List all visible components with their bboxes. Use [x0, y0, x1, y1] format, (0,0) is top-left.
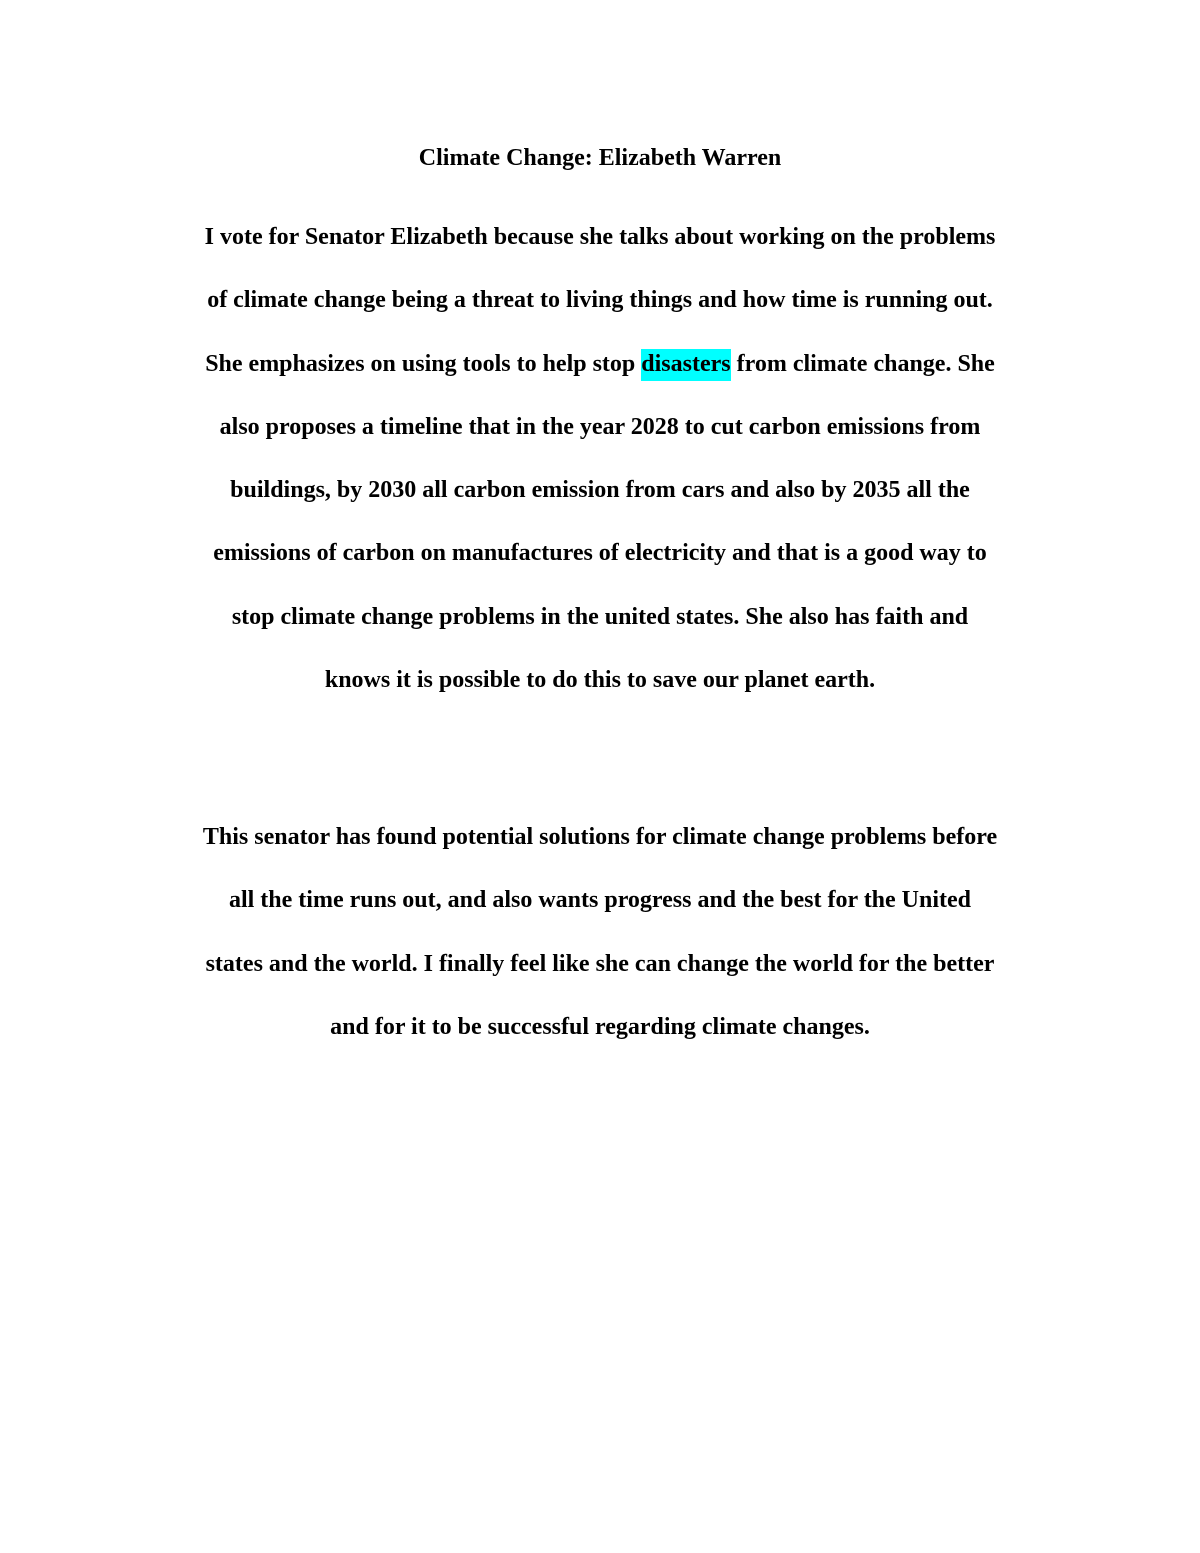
paragraph-2-line-4: and for it to be successful regarding climate changes. [330, 1013, 870, 1040]
document-title: Climate Change: Elizabeth Warren [418, 145, 782, 171]
paragraph-1-line-4: also proposes a timeline that in the year 2028 to cut carbon emissions from [219, 413, 981, 440]
line-3-text-before: She emphasizes on using tools to help stop [205, 350, 642, 377]
paragraph-1-line-6: emissions of carbon on manufactures of electricity and that is a good way to [213, 540, 987, 567]
paragraph-1-line-3 [130, 333, 1070, 396]
highlighted-word: disasters [641, 349, 730, 381]
paragraph-1 [130, 206, 1070, 712]
paragraph-2-line-2: all the time runs out, and also wants progress and the best for the United [228, 887, 972, 914]
paragraph-1-line-7: stop climate change problems in the united states. She also has faith and [231, 603, 969, 630]
paragraph-2-line-1: This senator has found potential solutions for climate change problems before [202, 824, 998, 850]
paragraph-2-line-3: states and the world. I finally feel like she can change the world for the better [205, 950, 995, 977]
paragraph-2 [130, 806, 1070, 1059]
line-3-text-after: from climate change. She [730, 350, 995, 377]
paragraph-1-line-2: of climate change being a threat to living things and how time is running out. [207, 287, 993, 314]
paragraph-1-line-1: I vote for Senator Elizabeth because she talks about working on the problems [204, 224, 996, 250]
paragraph-1-line-5: buildings, by 2030 all carbon emission from cars and also by 2035 all the [230, 477, 970, 504]
paragraph-1-line-8: knows it is possible to do this to save our planet earth. [324, 667, 876, 694]
